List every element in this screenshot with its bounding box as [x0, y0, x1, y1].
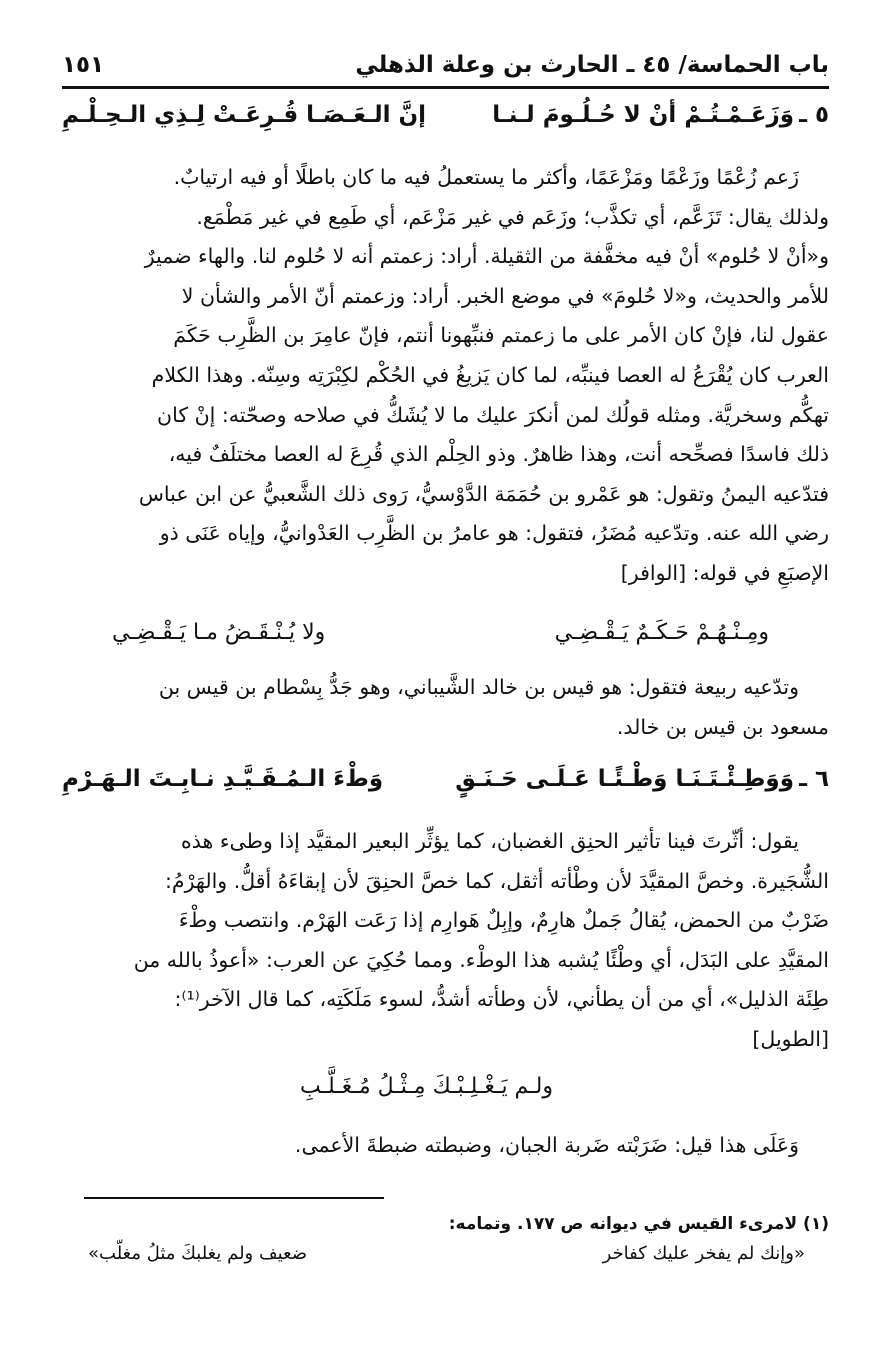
commentary-line: تهكُّم وسخريَّة. ومثله قولُك لمن أنكرَ عليك ما لا يُشَكُّ في صلاحه وصحّته: إنْ كان: [157, 402, 829, 427]
verse-hemistich-first: وَوَطِـئْـتَـنَـا وَطْـئًـا عَـلَـى حَـنَـقٍ: [455, 766, 794, 792]
running-title: باب الحماسة/ ٤٥ ـ الحارث بن وعلة الذهلي: [355, 52, 829, 78]
commentary-line: و«أنْ لا حُلوم» أنْ فيه مخفَّفة من الثقيلة. أراد: زعمتم أنه لا حُلوم لنا. والهاء ضميرٌ: [144, 244, 829, 269]
verse-hemistich-second: إنَّ الـعَـصَـا قُـرِعَـتْ لِـذِي الـحِـلْـمِ: [62, 102, 427, 128]
footnote-label: (١) لامرىء القيس في ديوانه ص ١٧٧. وتمامه:: [448, 1214, 829, 1234]
footnote-rule: [84, 1197, 384, 1199]
commentary-verse-5-continued: [62, 668, 829, 747]
commentary-line: زَعم زُعْمًا وزَعْمًا ومَزْعَمًا، وأكثر ما يستعملُ فيه ما كان باطلًا أو فيه ارتيابٌ.: [173, 165, 799, 189]
commentary-line: ضَرْبٌ من الحمض، يُقالُ جَملٌ هارِمٌ، وإبِلٌ هَوارِم إذا رَعَت الهَرْم. وانتصب وطْءَ: [178, 908, 829, 933]
running-header: [62, 44, 829, 84]
commentary-line: فتدّعيه اليمنُ وتقول: هو عَمْرو بن حُمَمَة الدَّوْسيُّ، رَوى ذلك الشَّعبيُّ عن ابن عباس: [138, 481, 829, 506]
verse-6: [62, 766, 829, 810]
commentary-line: طِئَة الذليل»، أي من أن يطأني، لأن وطأته أشدُّ، لسوء مَلَكَتِه، كما قال الآخر⁽¹⁾:: [174, 987, 829, 1012]
commentary-line: عقول لنا، فإنْ كان الأمر على ما زعمتم فنبِّهونا أنتم، فإنّ عامِرَ بن الظَّرِب حَكَمَ: [173, 323, 829, 348]
commentary-line: الشُّجَيرة. وخصَّ المقيَّدَ لأن وطْأته أثقل، كما خصَّ الحنِقَ لأن إبقاءَهُ أقلُّ. والهَرْمُ:: [164, 868, 829, 893]
commentary-verse-5: [62, 158, 829, 594]
page-number: ١٥١: [62, 52, 105, 78]
commentary-line: للأمر والحديث، و«لا حُلومَ» في موضع الخبر. أراد: وزعمتم أنّ الأمر والشأن لا: [181, 283, 829, 308]
commentary-line: العرب كان يُقْرَعُ له العصا فينبِّه، لما كان يَزيغُ في الحُكْم لكِبْرَتِه وسِنّه. وهذا الكلام: [151, 362, 829, 387]
verse-number: ٦ ـ: [799, 766, 829, 792]
footnote: [62, 1209, 829, 1264]
commentary-line: الإصبَعِ في قوله: [الوافر]: [620, 560, 829, 585]
commentary-line: يقول: أثّرتَ فينا تأثير الحنِق الغضبان، كما يؤثِّر البعير المقيَّد إذا وطىء هذه: [181, 829, 799, 853]
header-rule: [62, 86, 829, 89]
commentary-line: رضي الله عنه. وتدّعيه مُضَرُ، فتقول: هو عامرُ بن الظَّرِب العَدْوانيُّ، وإياه عَنَى ذو: [159, 521, 829, 546]
quote-hemistich-second: ولا يُـنْـقَـضُ مـا يَـقْـضِـي: [112, 620, 326, 645]
commentary-verse-6: [62, 822, 829, 1060]
commentary-verse-6-continued: [62, 1126, 829, 1166]
commentary-line: ولذلك يقال: تَزَعَّم، أي تكذَّب؛ وزَعَم في غير مَزْعَم، أي طَمِع في غير مَطْمَع.: [196, 204, 829, 229]
verse-hemistich-second: وَطْءَ الـمُـقَـيَّـدِ نـابِـتَ الـهَـرْمِ: [62, 766, 384, 792]
commentary-line: [الطويل]: [752, 1026, 829, 1051]
verse-hemistich-first: وَزَعَـمْـتُـمْ أنْ لا حُـلُـومَ لـنـا: [492, 102, 794, 128]
verse-5: [62, 102, 829, 146]
footnote-hemistich-second: ضعيف ولم يغلبكَ مثلُ مغلّب»: [88, 1243, 308, 1264]
verse-number: ٥ ـ: [799, 102, 829, 128]
commentary-line: المقيَّدِ على البَدَل، أي وطْئًا يُشبه هذا الوطْء. ومما حُكِيَ عن العرب: «أعوذُ بالله من: [133, 947, 829, 972]
commentary-line: وتدّعيه ربيعة فتقول: هو قيس بن خالد الشَّيباني، وهو جَدُّ بِسْطام بن قيس بن: [158, 675, 799, 699]
quoted-verse-tawil: ولـم يَـغْـلِـبْـكَ مِـثْـلُ مُـغَـلَّـبِ: [300, 1074, 553, 1099]
commentary-line: مسعود بن قيس بن خالد.: [616, 714, 829, 739]
quote-hemistich-first: ومِـنْـهُـمْ حَـكَـمٌ يَـقْـضِـي: [554, 620, 769, 645]
commentary-line: ذلك فاسدًا فصحِّحه أنت، وهذا ظاهرٌ. وذو الحِلْم الذي قُرِعَ له العصا مختلَفٌ فيه،: [168, 442, 829, 467]
footnote-hemistich-first: «وإنك لم يفخر عليك كفاخر: [602, 1243, 805, 1264]
commentary-line: وَعَلَى هذا قيل: ضَرَبْته ضَربة الجبان، وضبطته ضبطةَ الأعمى.: [294, 1133, 799, 1157]
